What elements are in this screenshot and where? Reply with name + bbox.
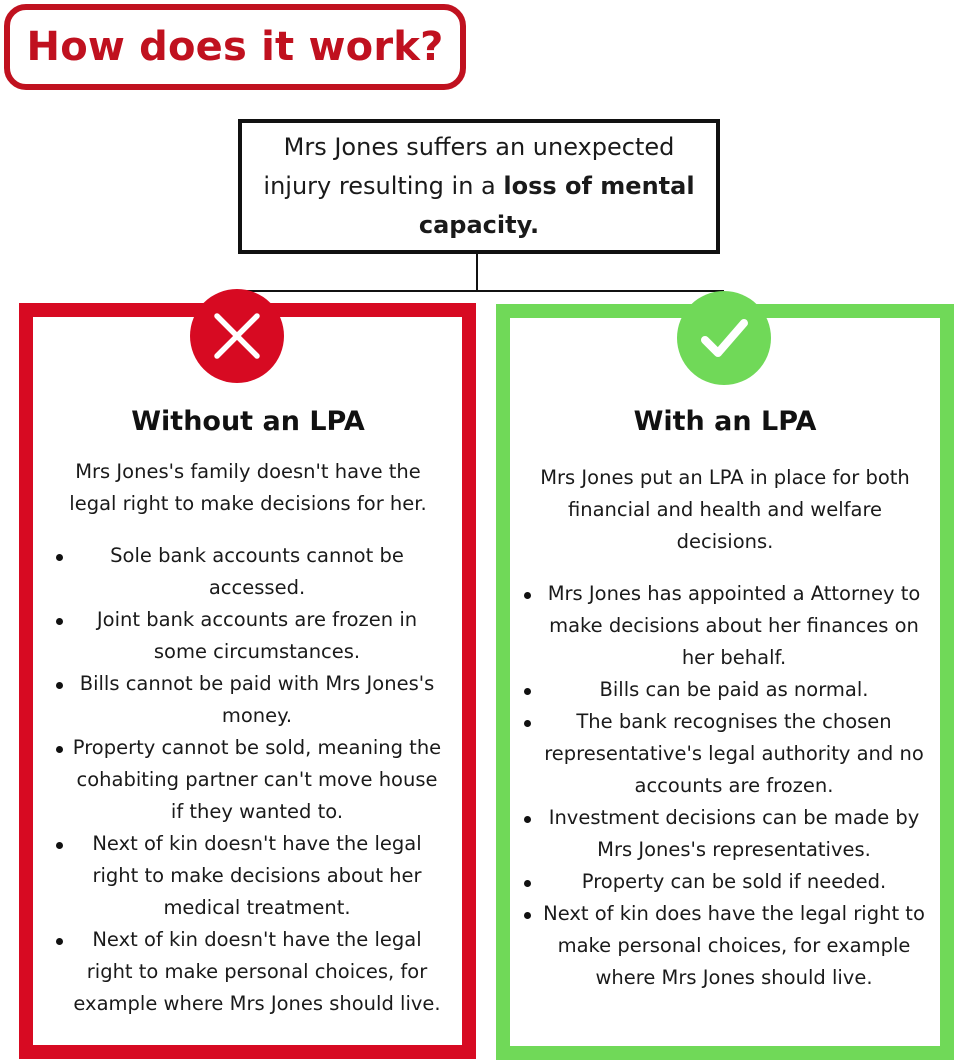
- list-item: Investment decisions can be made by Mrs Jones's representatives.: [520, 802, 930, 866]
- list-item: Property can be sold if needed.: [520, 866, 930, 898]
- title-banner: [4, 4, 466, 90]
- with-lpa-intro: Mrs Jones put an LPA in place for both financial and health and welfare decisions.: [540, 466, 910, 553]
- list-item: Sole bank accounts cannot be accessed.: [52, 540, 444, 604]
- without-lpa-list: [52, 540, 444, 1020]
- cross-icon: [212, 311, 262, 361]
- scenario-box: [238, 119, 720, 254]
- page-title: How does it work?: [26, 24, 444, 70]
- with-lpa-heading: With an LPA: [633, 406, 817, 437]
- list-item: Bills cannot be paid with Mrs Jones's money.: [52, 668, 444, 732]
- list-item: Next of kin does have the legal right to make personal choices, for example where Mrs Jones should live.: [520, 898, 930, 994]
- scenario-text-regular: Mrs Jones suffers an unexpected injury resulting in a: [263, 133, 675, 200]
- checkmark-icon: [696, 310, 752, 366]
- check-badge: [677, 291, 771, 385]
- without-lpa-intro: Mrs Jones's family doesn't have the legal right to make decisions for her.: [69, 460, 427, 515]
- list-item: Mrs Jones has appointed a Attorney to make decisions about her finances on her behalf.: [520, 578, 930, 674]
- list-item: Bills can be paid as normal.: [520, 674, 930, 706]
- without-lpa-column: [52, 400, 444, 1020]
- connector-horizontal: [238, 290, 724, 292]
- list-item: Joint bank accounts are frozen in some circumstances.: [52, 604, 444, 668]
- list-item: Next of kin doesn't have the legal right to make decisions about her medical treatment.: [52, 828, 444, 924]
- with-lpa-column: [520, 400, 930, 994]
- list-item: Next of kin doesn't have the legal right to make personal choices, for example where Mrs Jones should live.: [52, 924, 444, 1020]
- scenario-text: [254, 128, 704, 245]
- connector-vertical: [476, 254, 478, 291]
- with-lpa-list: [520, 578, 930, 994]
- scenario-text-bold: loss of mental capacity.: [418, 172, 695, 239]
- list-item: Property cannot be sold, meaning the cohabiting partner can't move house if they wanted to.: [52, 732, 444, 828]
- list-item: The bank recognises the chosen representative's legal authority and no accounts are frozen.: [520, 706, 930, 802]
- without-lpa-heading: Without an LPA: [131, 406, 365, 437]
- cross-badge: [190, 289, 284, 383]
